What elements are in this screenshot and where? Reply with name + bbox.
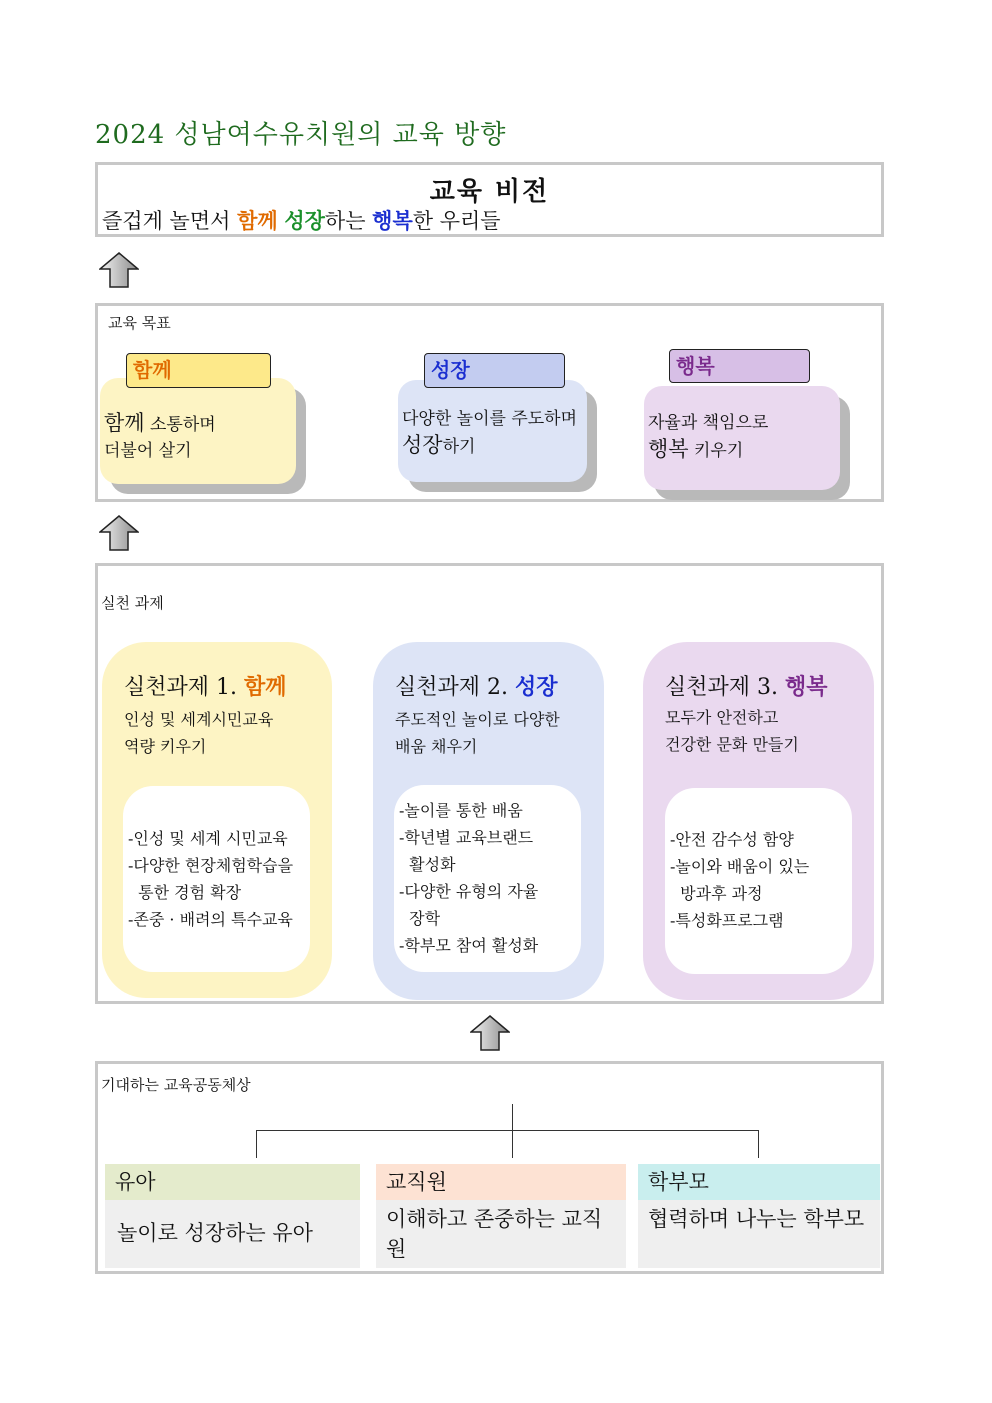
goal-text-line: 키우기 — [688, 441, 744, 461]
goal-text-happiness — [648, 410, 768, 464]
vision-text-2: 하는 — [324, 209, 373, 233]
connector-left — [256, 1130, 257, 1158]
up-arrow-icon — [99, 252, 139, 288]
community-body-parents: 협력하며 나누는 학부모 — [638, 1200, 880, 1268]
task-keyword: 성장 — [515, 674, 558, 700]
tasks-box — [95, 563, 884, 1004]
vision-statement — [102, 205, 501, 235]
community-head-children: 유아 — [105, 1164, 360, 1200]
community-label: 기대하는 교육공동체상 — [101, 1076, 251, 1094]
community-body-children: 놀이로 성장하는 유아 — [105, 1200, 360, 1268]
task-keyword: 함께 — [244, 674, 287, 700]
task-number: 실천과제 2. — [395, 675, 515, 700]
goal-tab-together — [126, 353, 271, 388]
goal-text-together — [104, 410, 216, 464]
connector-right — [758, 1130, 759, 1158]
task-heading — [124, 670, 287, 701]
vision-keyword-growth: 성장 — [284, 208, 325, 233]
task-desc-line: 건강한 문화 만들기 — [665, 735, 799, 754]
community-head-staff: 교직원 — [376, 1164, 626, 1200]
goals-box — [95, 303, 884, 502]
goal-keyword: 성장 — [402, 433, 443, 457]
task-desc-line: 인성 및 세계시민교육 — [124, 710, 274, 729]
community-body-staff: 이해하고 존중하는 교직원 — [376, 1200, 626, 1268]
goal-tab-label: 성장 — [431, 358, 470, 382]
goal-tab-label: 행복 — [676, 354, 715, 378]
task-description — [124, 706, 273, 760]
task-number: 실천과제 1. — [124, 675, 244, 700]
vision-keyword-happiness: 행복 — [372, 208, 413, 233]
task-number: 실천과제 3. — [665, 675, 785, 700]
tasks-label: 실천 과제 — [101, 594, 164, 612]
up-arrow-icon — [470, 1015, 510, 1051]
goal-text-line: 더불어 살기 — [104, 441, 192, 461]
goal-text-line: 자율과 책임으로 — [648, 413, 769, 433]
goal-tab-happiness — [669, 349, 810, 383]
vision-keyword-together: 함께 — [237, 208, 278, 233]
goal-tab-growth — [424, 353, 565, 388]
community-box — [95, 1061, 884, 1274]
page-title: 2024 성남여수유치원의 교육 방향 — [95, 120, 507, 150]
task-desc-line: 모두가 안전하고 — [665, 708, 779, 727]
up-arrow-icon — [99, 515, 139, 551]
task-description — [665, 704, 799, 758]
task-bullets: -안전 감수성 함양 -놀이와 배움이 있는 방과후 과정 -특성화프로그램 — [670, 830, 810, 930]
vision-heading: 교육 비전 — [429, 177, 550, 207]
goal-text-growth — [402, 406, 577, 460]
task-bullets: -인성 및 세계 시민교육 -다양한 현장체험학습을 통한 경험 확장 -존중 · 배려의 특수교육 — [128, 829, 294, 929]
task-heading — [665, 670, 828, 701]
goal-text-line: 하기 — [442, 437, 476, 457]
goal-tab-label: 함께 — [133, 358, 172, 382]
task-desc-line: 배움 채우기 — [395, 737, 478, 756]
connector-vertical-main — [512, 1104, 513, 1158]
vision-text-1: 즐겁게 놀면서 — [102, 209, 238, 233]
goal-keyword: 함께 — [104, 411, 145, 435]
goal-text-line: 다양한 놀이를 주도하며 — [402, 409, 578, 429]
vision-text-3: 한 우리들 — [412, 209, 501, 233]
goal-text-line: 소통하며 — [144, 415, 216, 435]
task-desc-line: 주도적인 놀이로 다양한 — [395, 710, 560, 729]
task-keyword: 행복 — [785, 674, 828, 700]
task-bullets: -놀이를 통한 배움 -학년별 교육브랜드 활성화 -다양한 유형의 자율 장학 -학부모 참여 활성화 — [399, 801, 539, 955]
task-desc-line: 역량 키우기 — [124, 737, 207, 756]
connector-horizontal — [256, 1130, 759, 1131]
goal-keyword: 행복 — [648, 437, 689, 461]
task-heading — [395, 670, 558, 701]
task-description — [395, 706, 560, 760]
community-head-parents: 학부모 — [638, 1164, 880, 1200]
goals-label: 교육 목표 — [108, 314, 171, 332]
vision-box — [95, 162, 884, 237]
